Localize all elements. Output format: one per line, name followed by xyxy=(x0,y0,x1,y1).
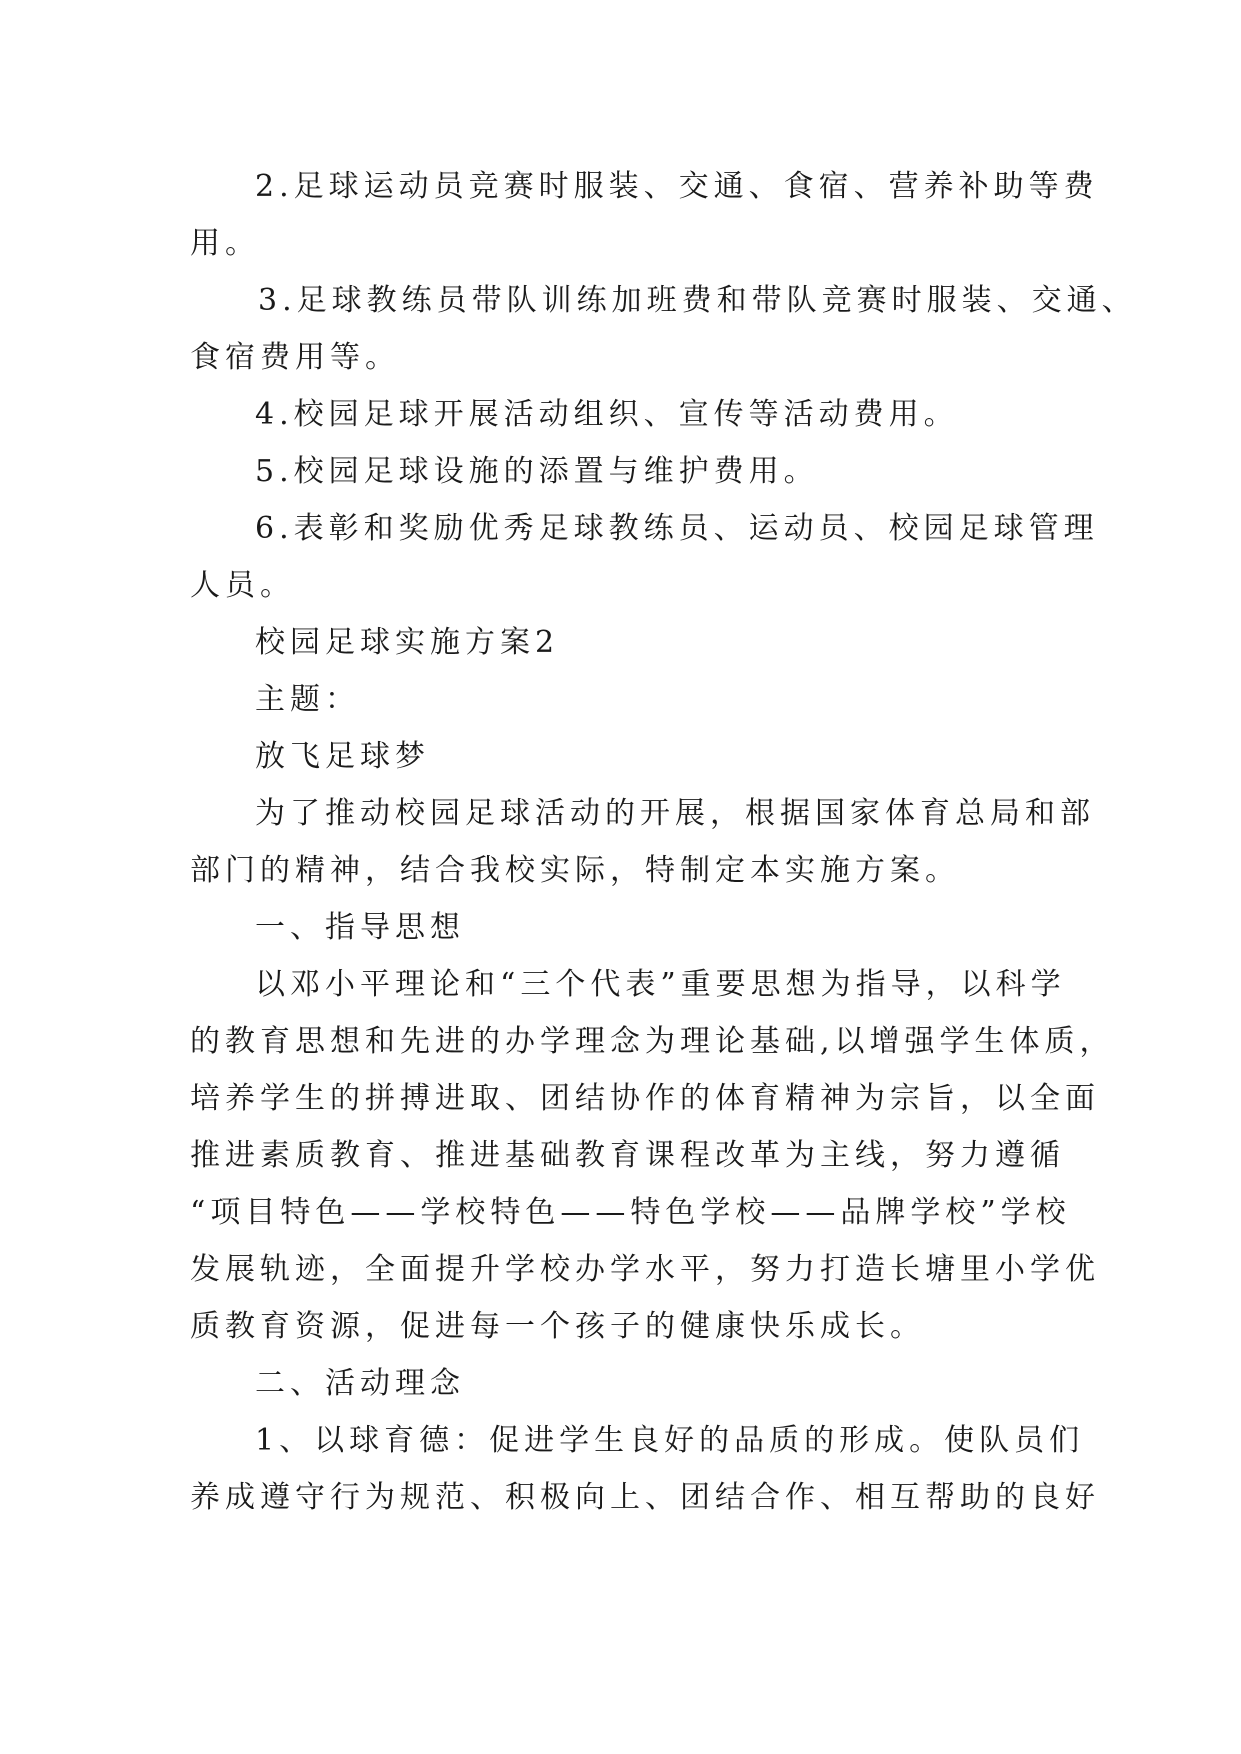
paragraph-line: 培养学生的拼搏进取、团结协作的体育精神为宗旨，以全面 xyxy=(190,1081,1100,1116)
paragraph-line: “项目特色——学校特色——特色学校——品牌学校”学校 xyxy=(190,1195,1071,1230)
paragraph-line: 3.足球教练员带队训练加班费和带队竞赛时服装、交通、 xyxy=(258,283,1137,318)
paragraph-line: 2.足球运动员竞赛时服装、交通、食宿、营养补助等费 xyxy=(255,169,1099,204)
paragraph-line: 部门的精神，结合我校实际，特制定本实施方案。 xyxy=(190,853,960,888)
paragraph-line: 6.表彰和奖励优秀足球教练员、运动员、校园足球管理 xyxy=(255,511,1099,546)
paragraph-line: 推进素质教育、推进基础教育课程改革为主线，努力遵循 xyxy=(190,1138,1065,1173)
theme-value: 放飞足球梦 xyxy=(255,739,430,774)
theme-label: 主题： xyxy=(255,682,360,717)
section-heading: 二、活动理念 xyxy=(255,1366,465,1401)
paragraph-line: 用。 xyxy=(190,226,260,261)
paragraph-line: 发展轨迹，全面提升学校办学水平，努力打造长塘里小学优 xyxy=(190,1252,1100,1287)
paragraph-line: 食宿费用等。 xyxy=(190,340,400,375)
paragraph-line: 5.校园足球设施的添置与维护费用。 xyxy=(255,454,819,489)
paragraph-line: 1、以球育德：促进学生良好的品质的形成。使队员们 xyxy=(255,1423,1085,1458)
paragraph-line: 人员。 xyxy=(190,568,295,603)
paragraph-line: 质教育资源，促进每一个孩子的健康快乐成长。 xyxy=(190,1309,925,1344)
paragraph-line: 以邓小平理论和“三个代表”重要思想为指导，以科学 xyxy=(255,967,1066,1002)
section-title: 校园足球实施方案2 xyxy=(255,625,560,660)
paragraph-line: 为了推动校园足球活动的开展，根据国家体育总局和部 xyxy=(255,796,1095,831)
paragraph-line: 养成遵守行为规范、积极向上、团结合作、相互帮助的良好 xyxy=(190,1480,1100,1515)
paragraph-line: 的教育思想和先进的办学理念为理论基础,以增强学生体质， xyxy=(190,1024,1115,1059)
paragraph-line: 4.校园足球开展活动组织、宣传等活动费用。 xyxy=(255,397,959,432)
section-heading: 一、指导思想 xyxy=(255,910,465,945)
